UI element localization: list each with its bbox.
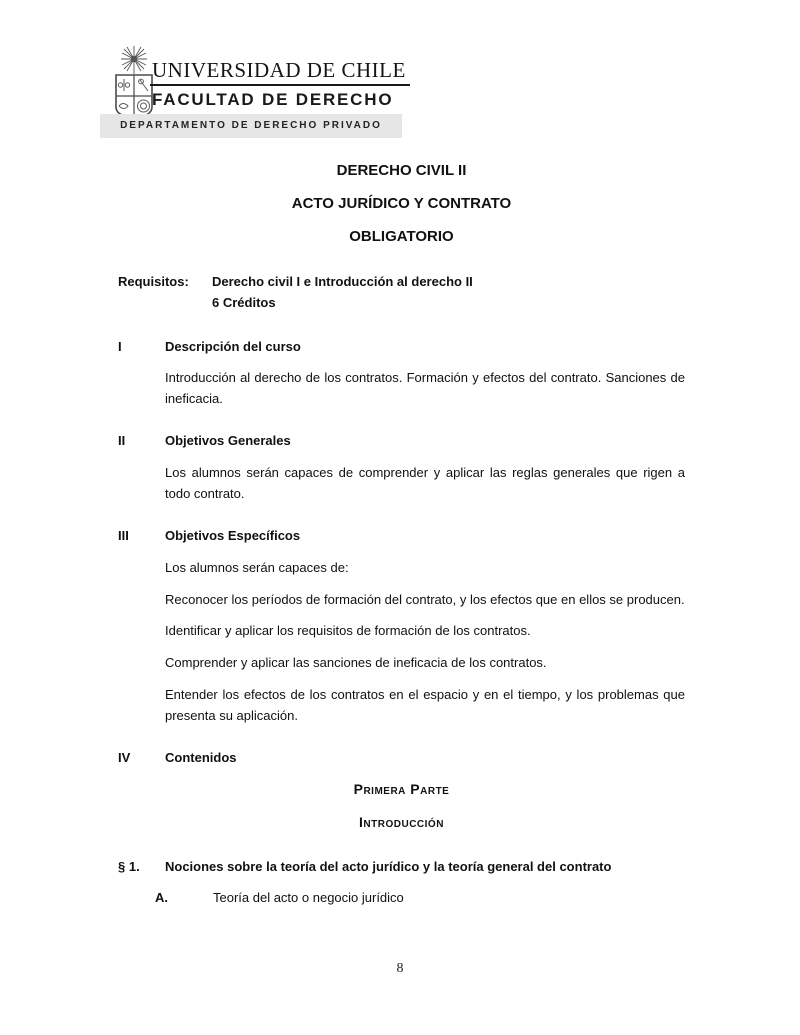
part-title: Primera Parte [353, 781, 450, 797]
faculty-name: FACULTAD DE DERECHO [152, 90, 394, 109]
letterhead [150, 58, 410, 110]
requirements-label: Requisitos: [118, 274, 189, 289]
course-modality: OBLIGATORIO [349, 228, 454, 245]
section-heading: Objetivos Generales [165, 433, 291, 448]
department-banner: DEPARTAMENTO DE DERECHO PRIVADO [100, 114, 402, 138]
section-heading-row [118, 525, 685, 546]
section-paragraph: Los alumnos serán capaces de comprender y aplicar las reglas generales que rigen a todo contrato. [165, 465, 685, 501]
section-heading-row [118, 747, 685, 768]
course-title: DERECHO CIVIL II [336, 162, 467, 179]
paragraph-marker: § 1. [118, 859, 140, 874]
section-heading: Descripción del curso [165, 339, 301, 354]
document-body [118, 160, 685, 908]
section-paragraph: Comprender y aplicar las sanciones de ineficacia de los contratos. [165, 655, 547, 670]
section-numeral: I [118, 339, 122, 354]
section-heading-row [118, 430, 685, 451]
paragraph-heading: Nociones sobre la teoría del acto jurídico y la teoría general del contrato [165, 859, 612, 874]
section-heading: Objetivos Específicos [165, 528, 301, 543]
requirements-line: 6 Créditos [212, 295, 276, 310]
requirements-line: Derecho civil I e Introducción al derecho II [212, 274, 473, 289]
chapter-title: Introducción [359, 814, 444, 830]
course-subtitle: ACTO JURÍDICO Y CONTRATO [291, 195, 512, 212]
requirements-row [118, 271, 685, 313]
section-paragraph: Identificar y aplicar los requisitos de formación de los contratos. [165, 623, 531, 638]
section-heading-row [118, 336, 685, 357]
section-paragraph: Los alumnos serán capaces de: [165, 560, 349, 575]
page-number: 8 [396, 961, 404, 976]
section-numeral: IV [118, 750, 131, 765]
section-numeral: III [118, 528, 129, 543]
paragraph-heading-row [118, 856, 685, 877]
section-paragraph: Reconocer los períodos de formación del contrato, y los efectos que en ellos se producen. [165, 592, 685, 607]
list-item-text: Teoría del acto o negocio jurídico [213, 890, 404, 905]
list-item-label: A. [155, 890, 168, 905]
section-heading: Contenidos [165, 750, 237, 765]
section-numeral: II [118, 433, 126, 448]
section-paragraph: Introducción al derecho de los contratos. Formación y efectos del contrato. Sanciones de ineficacia. [165, 370, 685, 406]
requirements-value [212, 271, 473, 313]
university-name: UNIVERSIDAD DE CHILE [150, 58, 410, 86]
section-paragraph: Entender los efectos de los contratos en el espacio y en el tiempo, y los problemas que presenta su aplicación. [165, 687, 685, 723]
list-item-row [155, 887, 685, 908]
